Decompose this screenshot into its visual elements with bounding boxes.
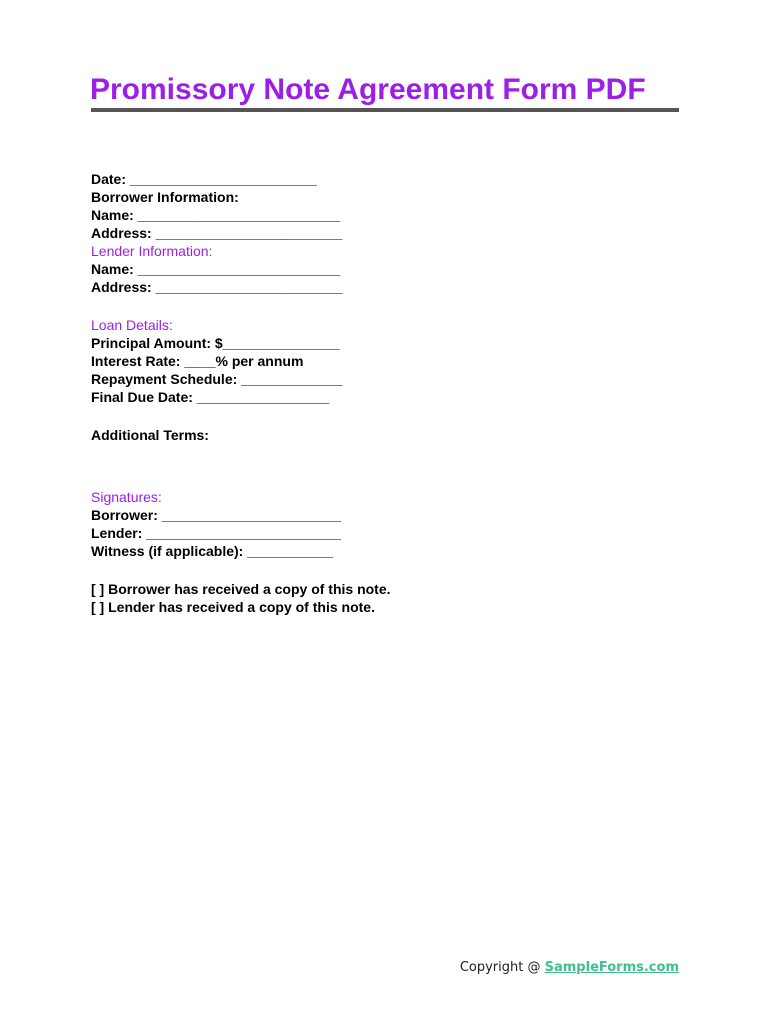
signatures-heading: Signatures: [91,489,162,505]
lender-signature-field: Lender: _________________________ [91,525,341,541]
borrower-info-heading: Borrower Information: [91,189,239,205]
page-title: Promissory Note Agreement Form PDF [90,73,646,106]
principal-amount-field: Principal Amount: $_______________ [91,335,340,351]
lender-info-heading: Lender Information: [91,243,213,259]
borrower-name-field: Name: __________________________ [91,207,341,223]
section-spacer [91,406,691,426]
borrower-copy-checkbox: [ ] Borrower has received a copy of this note. [91,581,391,597]
section-spacer [91,560,691,580]
borrower-signature-field: Borrower: _______________________ [91,507,341,523]
copyright-text: Copyright @ [459,960,545,975]
repayment-schedule-field: Repayment Schedule: _____________ [91,371,343,387]
copyright-footer [460,958,679,978]
date-field: Date: ________________________ [91,171,317,187]
title-divider [91,108,679,112]
final-due-date-field: Final Due Date: _________________ [91,389,330,405]
loan-details-heading: Loan Details: [91,317,173,333]
additional-terms-space [91,444,691,488]
section-spacer [91,296,691,316]
witness-signature-field: Witness (if applicable): ___________ [91,543,333,559]
borrower-address-field: Address: ________________________ [91,225,343,241]
sampleforms-link[interactable]: SampleForms.com [544,960,679,975]
lender-name-field: Name: __________________________ [91,261,341,277]
additional-terms-heading: Additional Terms: [91,427,209,443]
lender-address-field: Address: ________________________ [91,279,343,295]
interest-rate-field: Interest Rate: ____% per annum [91,353,304,369]
lender-copy-checkbox: [ ] Lender has received a copy of this note. [91,599,375,615]
form-body [91,170,691,616]
